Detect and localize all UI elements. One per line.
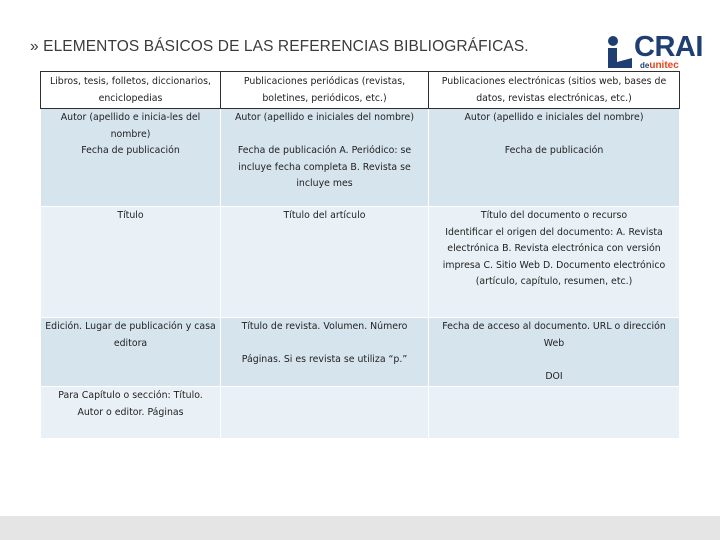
cell-books-chapter: Para Capítulo o sección: Título. Autor o editor. Páginas [41, 387, 221, 439]
table-row [41, 387, 680, 439]
cell-electronic-empty [429, 387, 680, 439]
logo-subtitle: deunitec [640, 60, 679, 71]
header-books: Libros, tesis, folletos, diccionarios, enciclopedias [41, 72, 221, 109]
table-header-row [41, 72, 680, 109]
crai-unitec-logo [604, 31, 704, 74]
cell-electronic-title: Título del documento o recurso Identificar el origen del documento: A. Revista electrónica B. Revista electrónica con versión impresa C. Sitio Web D. Documento electrónico (artículo, capítulo, resumen, etc.) [429, 207, 680, 318]
cell-periodicals-title: Título del artículo [221, 207, 429, 318]
references-table [40, 71, 680, 439]
cell-periodicals-journal: Título de revista. Volumen. Número Páginas. Si es revista se utiliza “p.” [221, 318, 429, 387]
cell-periodicals-author-date: Autor (apellido e iniciales del nombre) Fecha de publicación A. Periódico: se incluye fecha completa B. Revista se incluye mes [221, 109, 429, 207]
reader-icon [604, 34, 634, 74]
logo-wordmark: CRAI [634, 31, 703, 63]
table-row [41, 318, 680, 387]
table-row [41, 109, 680, 207]
header-periodicals: Publicaciones periódicas (revistas, boletines, periódicos, etc.) [221, 72, 429, 109]
header-electronic: Publicaciones electrónicas (sitios web, bases de datos, revistas electrónicas, etc.) [429, 72, 680, 109]
cell-electronic-author-date: Autor (apellido e iniciales del nombre) Fecha de publicación [429, 109, 680, 207]
slide-title: » ELEMENTOS BÁSICOS DE LAS REFERENCIAS BIBLIOGRÁFICAS. [30, 38, 529, 55]
footer-band [0, 516, 720, 540]
table-row [41, 207, 680, 318]
cell-books-edition: Edición. Lugar de publicación y casa editora [41, 318, 221, 387]
cell-periodicals-empty [221, 387, 429, 439]
cell-books-author-date: Autor (apellido e inicia-les del nombre) Fecha de publicación [41, 109, 221, 207]
cell-electronic-access: Fecha de acceso al documento. URL o dirección Web DOI [429, 318, 680, 387]
cell-books-title: Título [41, 207, 221, 318]
